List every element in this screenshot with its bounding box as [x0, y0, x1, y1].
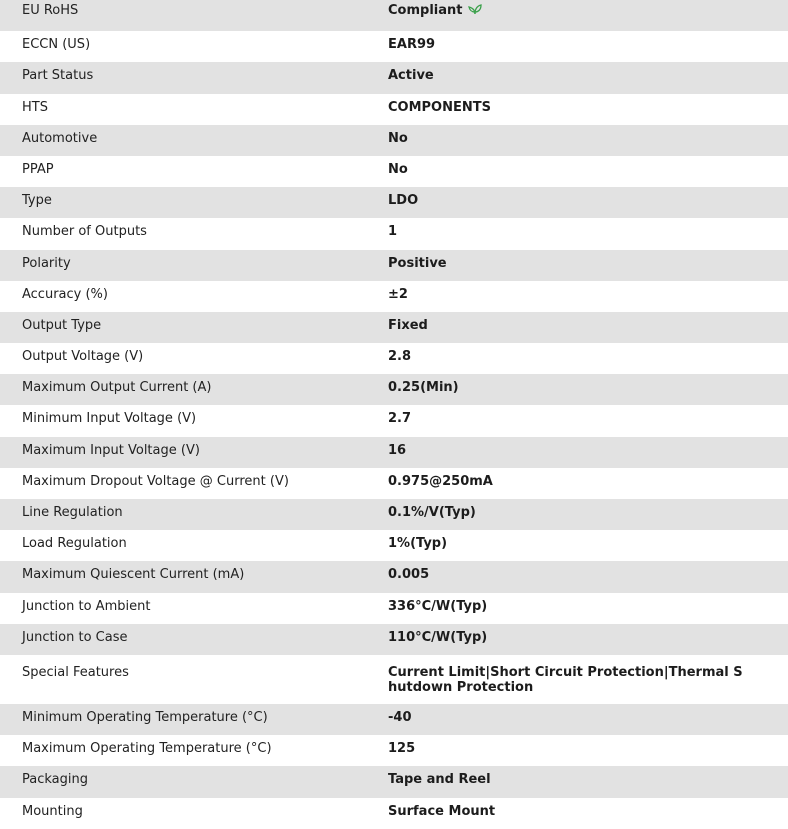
spec-value: Surface Mount [388, 803, 496, 819]
spec-row-junction-to-ambient [0, 593, 788, 624]
spec-value: 125 [388, 741, 416, 757]
spec-name: Junction to Case [22, 629, 128, 645]
spec-row-automotive [0, 125, 788, 156]
spec-value: 0.975@250mA [388, 473, 493, 489]
spec-row-eu-rohs [0, 0, 788, 31]
spec-row-type [0, 187, 788, 218]
spec-value: -40 [388, 709, 412, 725]
spec-value: Current Limit|Short Circuit Protection|Thermal Shutdown Protection [388, 664, 743, 696]
spec-value: 1 [388, 224, 398, 240]
spec-name: Maximum Dropout Voltage @ Current (V) [22, 473, 289, 489]
spec-row-eccn [0, 31, 788, 62]
spec-row-packaging [0, 766, 788, 797]
spec-row-output-type [0, 312, 788, 343]
spec-name: HTS [22, 99, 48, 115]
spec-value: Active [388, 68, 434, 84]
spec-row-max-output-current [0, 374, 788, 405]
spec-name: Special Features [22, 664, 129, 680]
spec-row-ppap [0, 156, 788, 187]
spec-value-text: Compliant [388, 3, 463, 18]
spec-row-number-of-outputs [0, 218, 788, 249]
spec-value: 0.005 [388, 567, 430, 583]
spec-name: Type [22, 193, 52, 209]
spec-value: 336°C/W(Typ) [388, 598, 488, 614]
spec-value [388, 3, 748, 20]
spec-value: ±2 [388, 286, 408, 302]
spec-value: 2.7 [388, 411, 412, 427]
spec-row-max-dropout-voltage [0, 468, 788, 499]
spec-row-max-operating-temp [0, 735, 788, 766]
spec-value: 2.8 [388, 349, 412, 365]
spec-value: LDO [388, 193, 419, 209]
spec-value: COMPONENTS [388, 99, 491, 115]
spec-value: 0.25(Min) [388, 380, 459, 396]
spec-value: 0.1%/V(Typ) [388, 505, 476, 520]
spec-name: Minimum Operating Temperature (°C) [22, 709, 268, 725]
spec-value: No [388, 130, 408, 146]
spec-value: Positive [388, 255, 447, 271]
spec-name: Output Voltage (V) [22, 349, 144, 365]
spec-row-output-voltage [0, 343, 788, 374]
spec-row-accuracy [0, 281, 788, 312]
spec-value: Fixed [388, 317, 428, 333]
spec-name: Maximum Output Current (A) [22, 380, 212, 396]
spec-name: Maximum Input Voltage (V) [22, 442, 200, 458]
spec-name: Accuracy (%) [22, 286, 108, 302]
spec-name: Output Type [22, 317, 102, 333]
spec-row-max-quiescent-current [0, 561, 788, 592]
spec-row-load-regulation [0, 530, 788, 561]
spec-name: ECCN (US) [22, 37, 91, 53]
spec-row-part-status [0, 62, 788, 93]
spec-value: 16 [388, 442, 407, 458]
spec-value: Tape and Reel [388, 772, 491, 788]
spec-row-line-regulation [0, 499, 788, 530]
spec-row-max-input-voltage [0, 437, 788, 468]
spec-row-mounting [0, 798, 788, 829]
spec-name: Maximum Quiescent Current (mA) [22, 567, 245, 583]
spec-value: 1%(Typ) [388, 536, 448, 552]
spec-name: Maximum Operating Temperature (°C) [22, 741, 272, 757]
spec-name: Minimum Input Voltage (V) [22, 411, 197, 427]
spec-name: Mounting [22, 803, 83, 819]
spec-row-hts [0, 94, 788, 125]
spec-row-special-features [0, 655, 788, 704]
spec-value: EAR99 [388, 37, 436, 53]
spec-value: 110°C/W(Typ) [388, 629, 488, 645]
spec-name: Polarity [22, 255, 71, 271]
spec-row-junction-to-case [0, 624, 788, 655]
spec-name: Automotive [22, 130, 98, 146]
spec-name: Part Status [22, 68, 94, 84]
spec-name: Number of Outputs [22, 224, 147, 240]
leaf-icon [468, 3, 482, 20]
spec-value: No [388, 161, 408, 177]
spec-row-min-input-voltage [0, 405, 788, 436]
spec-row-polarity [0, 250, 788, 281]
spec-name: PPAP [22, 161, 54, 177]
spec-name: EU RoHS [22, 3, 79, 18]
spec-name: Junction to Ambient [22, 598, 151, 614]
spec-name: Load Regulation [22, 536, 127, 552]
spec-row-min-operating-temp [0, 704, 788, 735]
spec-name: Line Regulation [22, 505, 123, 520]
spec-name: Packaging [22, 772, 88, 788]
